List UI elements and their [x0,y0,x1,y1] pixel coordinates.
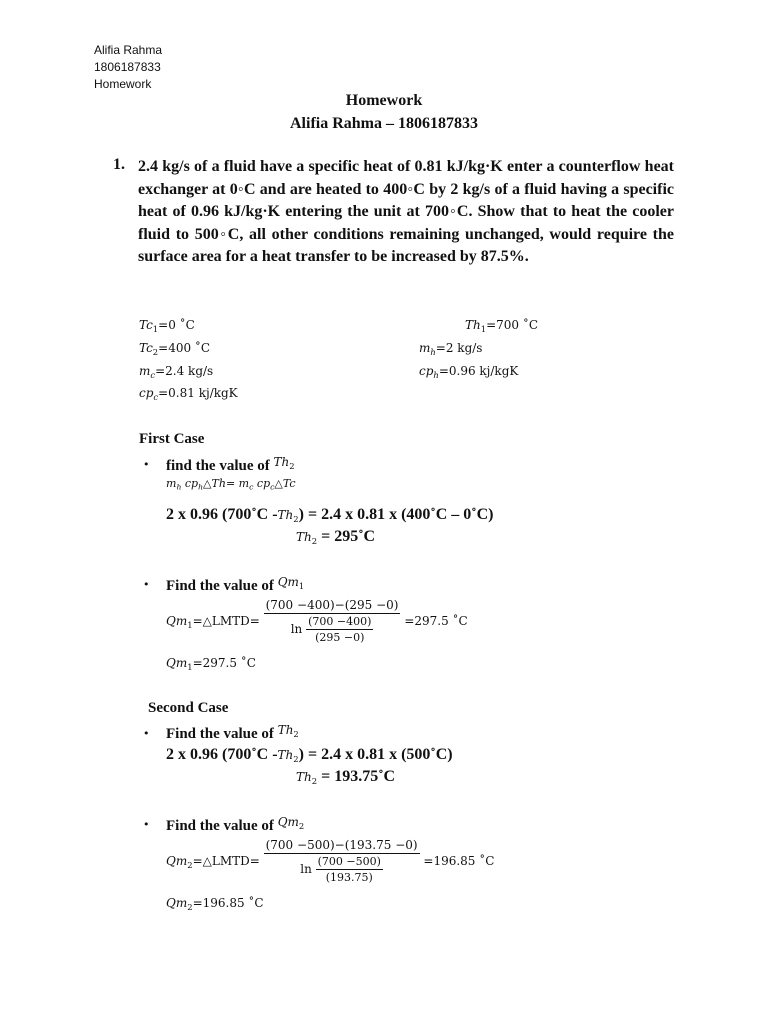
first-case-heading: First Case [139,431,205,447]
given-mh: $m_h=2$ kg/s [419,341,483,357]
header-course: Homework [94,77,152,91]
given-tc2: $Tc_2=400$ ˚C [139,341,211,357]
second-case-lmtd-formula: $Qm_2=\triangle LMTD=$ (700 −500)−(193.75 −0) ln $\frac{(700 -500)}{(193.75)}$ =196.85 ˚C [166,838,495,884]
second-case-qm-result: $Qm_2=196.85$ ˚C [166,896,264,912]
second-case-step2: Find the value of $^{Qm_2}$ [166,815,305,834]
second-case-th2-result: $Th_2$ = 193.75˚C [296,768,396,786]
second-case-heading: Second Case [148,700,229,716]
problem-statement: 2.4 kg/s of a fluid have a specific heat of 0.81 kJ/kg·K enter a counterflow heat exchanger at 0◦C and are heated to 400◦C by 2 kg/s of a fluid having a specific heat of 0.96 kJ/kg·K entering the unit at 700◦C. Show that to heat the cooler fluid to 500◦C, all other conditions remaining unchanged, would require the surface area for a heat transfer to be increased by 87.5%. [138,158,674,265]
bullet-icon: • [143,727,150,740]
second-case-step1: Find the value of $^{Th_2}$ [166,723,299,742]
page-subtitle: Alifia Rahma – 1806187833 [290,115,478,132]
first-case-lmtd-formula: $Qm_1=\triangle LMTD=$ (700 −400)−(295 −0) ln $\frac{(700 -400)}{(295 -0)}$ =297.5 ˚C [166,598,468,644]
bullet-icon: • [143,818,150,831]
given-th1: $Th_1=700$ ˚C [465,318,539,334]
given-mc: $m_c=2.4$ kg/s [139,364,214,380]
first-case-qm-result: $Qm_1=297.5$ ˚C [166,656,256,672]
first-case-step2: Find the value of $^{Qm_1}$ [166,575,305,594]
bullet-icon: • [143,458,150,471]
first-case-equation: 2 x 0.96 (700˚C $-Th_2) = 2.4$ x 0.81 x (400˚C – 0˚C) [166,506,494,524]
first-case-energy-balance: $m_h$ $cp_h\triangle Th= m_c$ $cp_c\triangle Tc$ [166,477,296,492]
problem-number: 1. [113,156,125,173]
document-header [94,42,162,93]
page-title: Homework [345,92,423,109]
given-tc1: $Tc_1=0$ ˚C [139,318,195,334]
first-case-step1: find the value of $^{Th_2}$ [166,455,295,474]
second-case-equation: 2 x 0.96 (700˚C $-Th_2) = 2.4$ x 0.81 x (500˚C) [166,746,453,764]
given-cpc: $cp_c=0.81$ kj/kgK [139,386,238,402]
header-student-id: 1806187833 [94,60,161,74]
given-cph: $cp_h=0.96$ kj/kgK [419,364,519,380]
first-case-th2-result: $Th_2$ = 295˚C [296,528,376,546]
header-name: Alifia Rahma [94,43,163,57]
bullet-icon: • [143,578,150,591]
